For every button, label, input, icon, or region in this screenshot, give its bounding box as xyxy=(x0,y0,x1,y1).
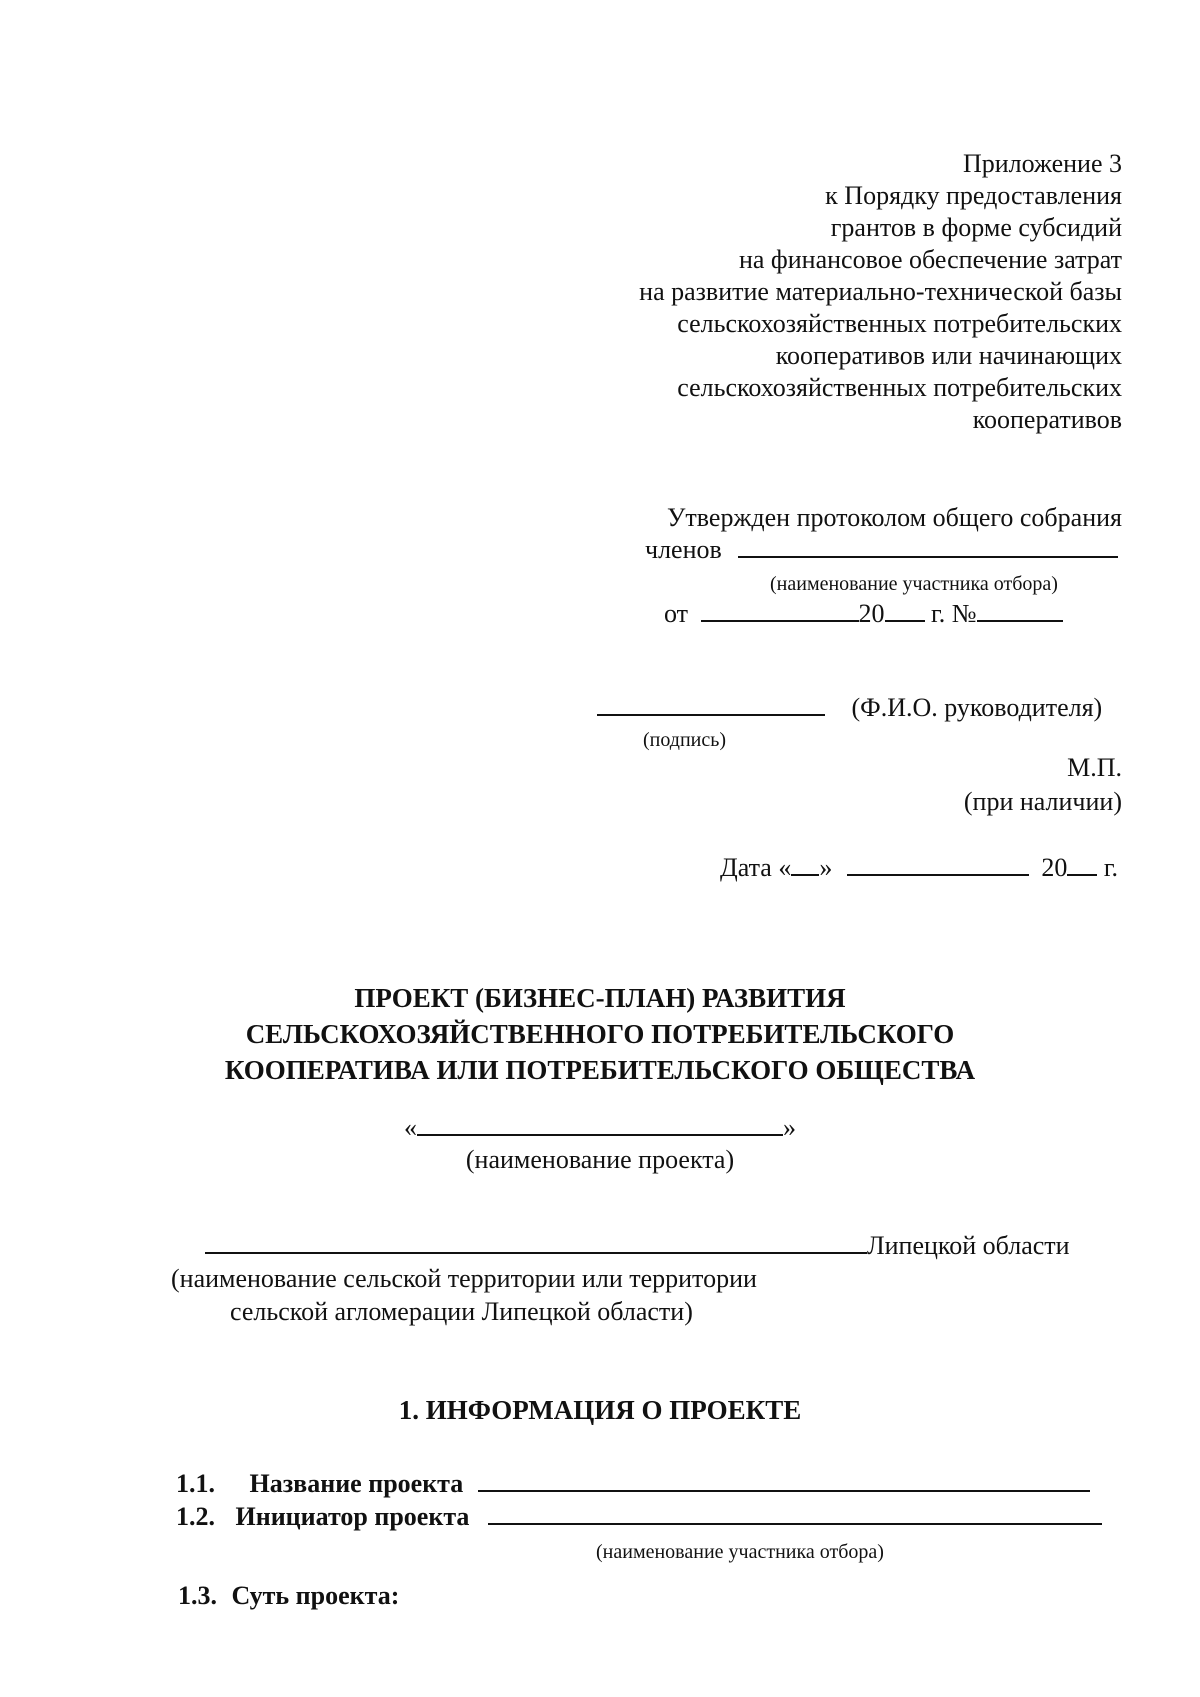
item-number: 1.1. xyxy=(176,1469,215,1498)
appendix-line: Приложение 3 xyxy=(962,149,1122,178)
appendix-line: сельскохозяйственных потребительских xyxy=(677,309,1122,338)
close-quote: » xyxy=(783,1113,796,1142)
approval-line1: Утвержден протоколом общего собрания xyxy=(667,503,1122,532)
approval-members-row xyxy=(645,534,1118,566)
appendix-block xyxy=(639,148,1122,436)
territory-blank[interactable] xyxy=(205,1251,867,1254)
date-month-blank[interactable] xyxy=(847,873,1029,876)
project-title-blank[interactable] xyxy=(478,1489,1090,1492)
date-year-suffix: г. xyxy=(1103,853,1119,882)
appendix-line: на финансовое обеспечение затрат xyxy=(738,245,1122,274)
approval-date-blank[interactable] xyxy=(701,619,859,622)
territory-caption-1: (наименование сельской территории или территории xyxy=(171,1264,757,1293)
title-line: ПРОЕКТ (БИЗНЕС-ПЛАН) РАЗВИТИЯ xyxy=(354,983,846,1013)
section-heading: 1. ИНФОРМАЦИЯ О ПРОЕКТЕ xyxy=(398,1395,802,1425)
project-name-caption: (наименование проекта) xyxy=(465,1145,735,1174)
appendix-line: на развитие материально-технической базы xyxy=(639,277,1122,306)
territory-caption-2: сельской агломерации Липецкой области) xyxy=(230,1297,693,1326)
item-1-2 xyxy=(176,1501,1102,1533)
members-label: членов xyxy=(645,535,722,564)
date-label: Дата « xyxy=(720,853,792,882)
appendix-line: сельскохозяйственных потребительских xyxy=(677,373,1122,402)
item-number: 1.2. xyxy=(176,1502,215,1531)
mp-label: М.П. xyxy=(1067,753,1122,782)
date-close-quote: » xyxy=(819,853,833,882)
year-prefix: 20 xyxy=(858,599,885,628)
members-caption: (наименование участника отбора) xyxy=(770,573,1058,595)
open-quote: « xyxy=(404,1113,417,1142)
signature-blank[interactable] xyxy=(597,713,825,716)
initiator-caption: (наименование участника отбора) xyxy=(596,1541,884,1563)
protocol-number-blank[interactable] xyxy=(977,619,1063,622)
item-label: Суть проекта: xyxy=(231,1581,400,1610)
date-year: 20 xyxy=(1041,853,1068,882)
territory-suffix: Липецкой области xyxy=(867,1231,1070,1260)
date-day-blank[interactable] xyxy=(791,873,819,876)
item-number: 1.3. xyxy=(178,1581,217,1610)
approval-year-blank[interactable] xyxy=(885,619,925,622)
members-blank[interactable] xyxy=(738,555,1118,558)
title-line: КООПЕРАТИВА ИЛИ ПОТРЕБИТЕЛЬСКОГО ОБЩЕСТВА xyxy=(224,1055,976,1085)
document-title xyxy=(0,980,1200,1088)
appendix-line: к Порядку предоставления xyxy=(825,181,1122,210)
item-1-1 xyxy=(176,1468,1090,1500)
date-year-blank[interactable] xyxy=(1067,873,1097,876)
territory-row xyxy=(205,1230,1070,1262)
appendix-line: грантов в форме субсидий xyxy=(830,213,1122,242)
year-suffix: г. № xyxy=(931,599,977,628)
date-row xyxy=(720,852,1118,884)
appendix-line: кооперативов или начинающих xyxy=(775,341,1122,370)
item-1-3 xyxy=(178,1580,399,1612)
mp-if-any: (при наличии) xyxy=(963,787,1122,816)
signature-caption: (подпись) xyxy=(643,729,727,751)
approval-date-row xyxy=(664,598,1063,630)
from-label: от xyxy=(664,599,689,628)
title-line: СЕЛЬСКОХОЗЯЙСТВЕННОГО ПОТРЕБИТЕЛЬСКОГО xyxy=(245,1019,955,1049)
signature-row xyxy=(597,692,1102,724)
fio-label: (Ф.И.О. руководителя) xyxy=(851,693,1103,722)
appendix-line: кооперативов xyxy=(972,405,1122,434)
project-name-blank[interactable] xyxy=(417,1133,783,1136)
project-name-row xyxy=(0,1112,1200,1144)
item-label: Инициатор проекта xyxy=(235,1502,470,1531)
initiator-blank[interactable] xyxy=(488,1522,1102,1525)
item-label: Название проекта xyxy=(249,1469,464,1498)
